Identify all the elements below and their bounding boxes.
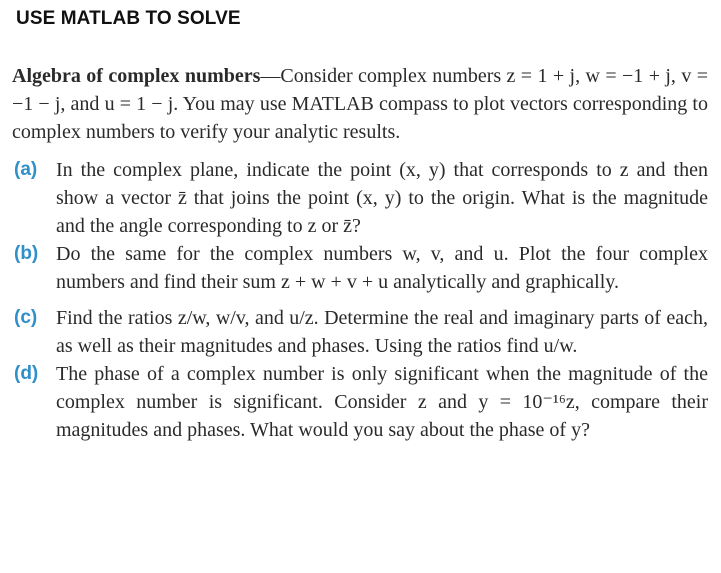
part-b-label: (b) [14, 243, 39, 264]
problem-intro-text: —Consider complex numbers z = 1 + j, w = −1 + j, v = −1 − j, and u = 1 − j. You may use MATLAB compass to plot vectors corresponding to complex numbers to verify your analytic results. [12, 65, 708, 143]
part-c [12, 304, 708, 360]
part-d [12, 360, 708, 444]
problem-title: Algebra of complex numbers [12, 65, 261, 87]
part-a-label: (a) [14, 159, 38, 180]
part-c-text: Find the ratios z/w, w/v, and u/z. Determine the real and imaginary parts of each, as well as their magnitudes and phases. Using the ratios find u/w. [56, 307, 708, 357]
part-d-label: (d) [14, 363, 39, 384]
part-a-text: In the complex plane, indicate the point (x, y) that corresponds to z and then show a vector z̄ that joins the point (x, y) to the origin. What is the magnitude and the angle corresponding to z or z̄? [56, 159, 708, 237]
part-b [12, 240, 708, 296]
problem-block [12, 62, 708, 444]
part-c-label: (c) [14, 307, 38, 328]
part-b-text: Do the same for the complex numbers w, v, and u. Plot the four complex numbers and find their sum z + w + v + u analytically and graphically. [56, 243, 708, 293]
part-a [12, 156, 708, 240]
problem-intro [12, 62, 708, 146]
instruction-heading: USE MATLAB TO SOLVE [16, 8, 241, 29]
part-d-text: The phase of a complex number is only significant when the magnitude of the complex number is significant. Consider z and y = 10⁻¹⁶z, compare their magnitudes and phases. What would you say about the phase of y? [56, 363, 708, 441]
